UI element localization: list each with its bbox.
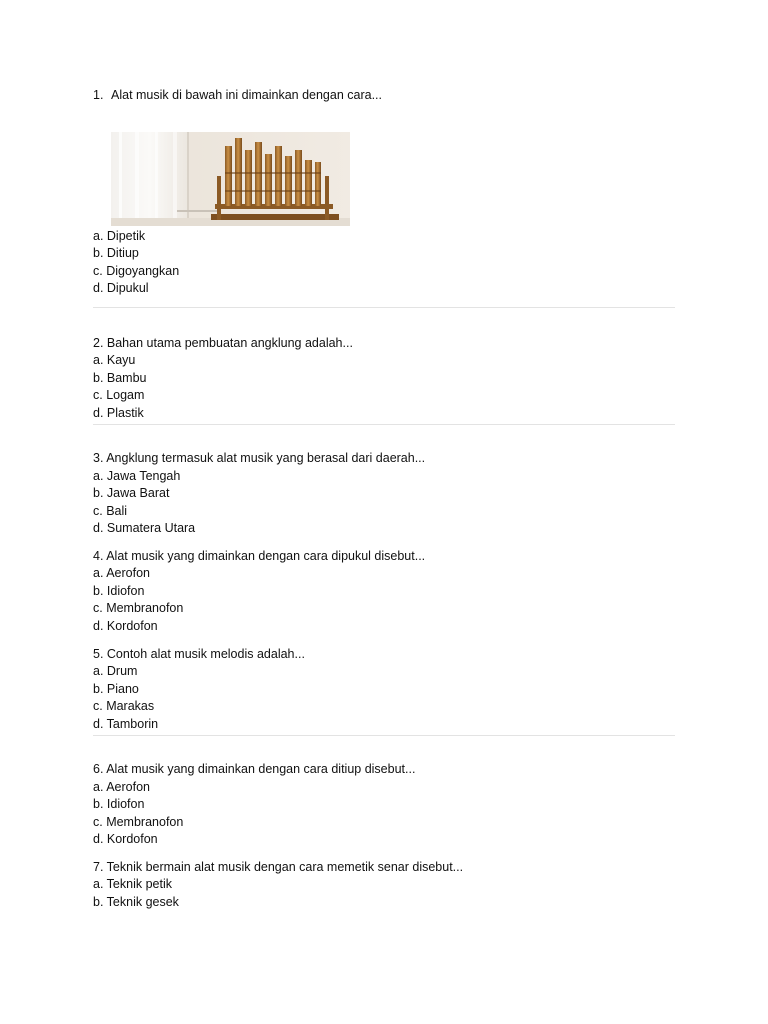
question-1-option-b: b. Ditiup	[93, 246, 139, 260]
question-2-text: 2. Bahan utama pembuatan angklung adalah...	[93, 336, 353, 350]
question-6-option-c: c. Membranofon	[93, 815, 184, 829]
question-2-option-b: b. Bambu	[93, 371, 147, 385]
question-3-option-c: c. Bali	[93, 504, 128, 518]
question-1-option-a: a. Dipetik	[93, 229, 146, 243]
question-3-option-d: d. Sumatera Utara	[93, 521, 196, 535]
question-1-text: Alat musik di bawah ini dimainkan dengan cara...	[111, 88, 382, 102]
question-1-option-c: c. Digoyangkan	[93, 264, 180, 278]
question-4-option-b: b. Idiofon	[93, 584, 145, 598]
question-5-option-a: a. Drum	[93, 664, 138, 678]
section-divider	[93, 307, 675, 308]
section-divider	[93, 424, 675, 425]
angklung-photo	[111, 132, 350, 226]
question-7-option-b: b. Teknik gesek	[93, 895, 179, 909]
question-4-option-a: a. Aerofon	[93, 566, 150, 580]
question-6-text: 6. Alat musik yang dimainkan dengan cara ditiup disebut...	[93, 762, 416, 776]
question-1-number: 1.	[93, 88, 104, 102]
question-2-option-a: a. Kayu	[93, 353, 136, 367]
question-3-text: 3. Angklung termasuk alat musik yang berasal dari daerah...	[93, 451, 426, 465]
question-6-option-a: a. Aerofon	[93, 780, 150, 794]
question-4-option-d: d. Kordofon	[93, 619, 158, 633]
question-1	[93, 87, 382, 104]
question-4-text: 4. Alat musik yang dimainkan dengan cara dipukul disebut...	[93, 549, 426, 563]
question-1-option-d: d. Dipukul	[93, 281, 149, 295]
question-5-option-c: c. Marakas	[93, 699, 155, 713]
question-5-text: 5. Contoh alat musik melodis adalah...	[93, 647, 305, 661]
question-3-option-a: a. Jawa Tengah	[93, 469, 181, 483]
question-3-option-b: b. Jawa Barat	[93, 486, 170, 500]
question-6-option-b: b. Idiofon	[93, 797, 145, 811]
question-2-option-c: c. Logam	[93, 388, 145, 402]
question-6-option-d: d. Kordofon	[93, 832, 158, 846]
question-4-option-c: c. Membranofon	[93, 601, 184, 615]
question-7-option-a: a. Teknik petik	[93, 877, 172, 891]
question-7-text: 7. Teknik bermain alat musik dengan cara memetik senar disebut...	[93, 860, 464, 874]
question-2-option-d: d. Plastik	[93, 406, 144, 420]
question-5-option-d: d. Tamborin	[93, 717, 159, 731]
section-divider	[93, 735, 675, 736]
question-5-option-b: b. Piano	[93, 682, 139, 696]
